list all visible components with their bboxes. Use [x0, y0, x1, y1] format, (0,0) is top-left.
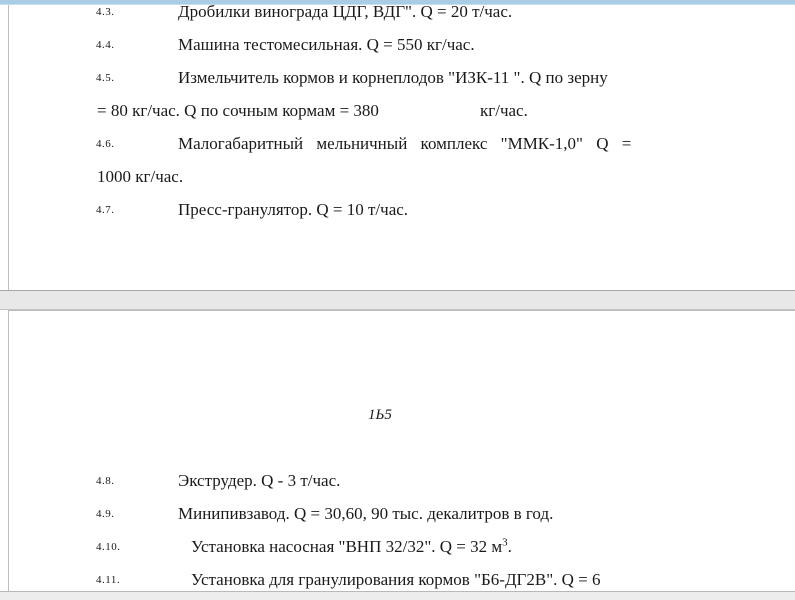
- item-number: 4.3.: [96, 6, 115, 18]
- item-number: 4.10.: [96, 541, 121, 553]
- item-text: Пресс-гранулятор. Q = 10 т/час.: [178, 200, 409, 219]
- item-text: Дробилки винограда ЦДГ, ВДГ". Q = 20 т/час.: [178, 2, 513, 21]
- list-item-4-8: [9, 470, 795, 492]
- list-item-4-11: [9, 569, 795, 591]
- item-text-part: .: [507, 537, 512, 556]
- item-text: Измельчитель кормов и корнеплодов "ИЗК-11 ". Q по зерну: [178, 68, 608, 87]
- list-item-4-10: [9, 536, 795, 558]
- item-text-part: Установка насосная "ВНП 32/32". Q = 32 м: [191, 537, 503, 556]
- item-text: 1000 кг/час.: [97, 167, 184, 186]
- item-text: кг/час.: [480, 101, 528, 120]
- item-text: Машина тестомесильная. Q = 550 кг/час.: [178, 35, 475, 54]
- list-item-4-4: [9, 34, 795, 56]
- item-number: 4.6.: [96, 138, 115, 150]
- list-item-4-5: [9, 67, 795, 89]
- document-page-2[interactable]: [8, 310, 795, 591]
- item-text: Установка для гранулирования кормов "Б6-ДГ2В". Q = 6: [191, 570, 601, 589]
- item-text: Минипивзавод. Q = 30,60, 90 тыс. декалитров в год.: [178, 504, 554, 523]
- page-number: 1Ь5: [368, 407, 392, 423]
- list-item-4-9: [9, 503, 795, 525]
- item-number: 4.9.: [96, 508, 115, 520]
- item-text: = 80 кг/час. Q по сочным кормам = 380: [97, 101, 379, 120]
- item-number: 4.11.: [96, 574, 121, 586]
- item-text: [191, 536, 512, 558]
- list-item-4-6: [9, 133, 795, 155]
- list-item-4-7: [9, 199, 795, 221]
- item-number: 4.5.: [96, 72, 115, 84]
- page-break-gap: [0, 290, 795, 310]
- item-number: 4.7.: [96, 204, 115, 216]
- list-item-4-3: [9, 1, 795, 23]
- document-page-1[interactable]: [8, 2, 795, 290]
- item-text: Экструдер. Q - 3 т/час.: [178, 471, 341, 490]
- item-number: 4.8.: [96, 475, 115, 487]
- item-number: 4.4.: [96, 39, 115, 51]
- list-item-4-5-continuation: [9, 100, 795, 122]
- window-bottom-edge: [0, 591, 795, 600]
- item-text: Малогабаритный мельничный комплекс "ММК-1,0" Q =: [178, 134, 632, 153]
- list-item-4-6-continuation: [9, 166, 795, 188]
- superscript: 3: [502, 536, 508, 549]
